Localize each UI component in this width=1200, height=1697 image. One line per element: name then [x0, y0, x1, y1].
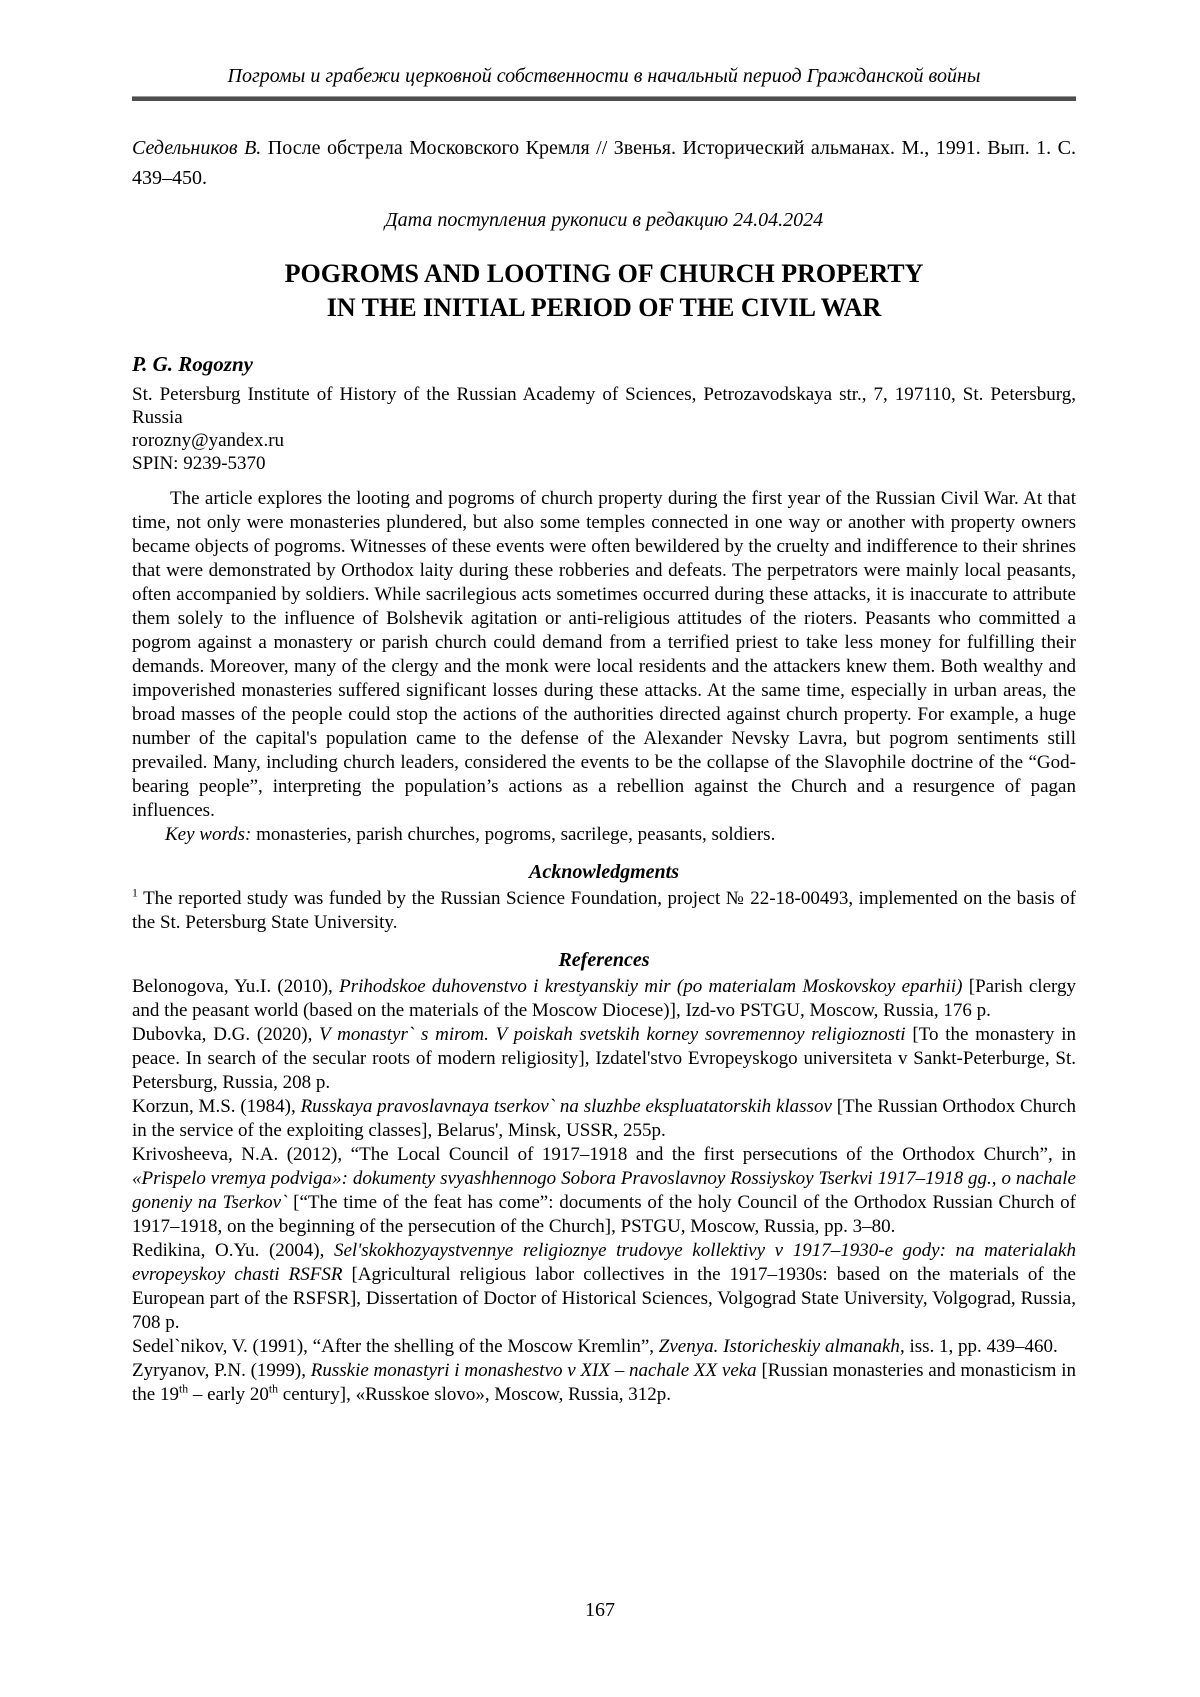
- received-date: Дата поступления рукописи в редакцию 24.04.2024: [384, 209, 824, 231]
- reference-item: Sedel`nikov, V. (1991), “After the shelling of the Moscow Kremlin”, Zvenya. Istoricheskiy almanakh, iss. 1, pp. 439–460.: [132, 1336, 1058, 1357]
- references-heading: References: [558, 949, 650, 971]
- article-title-line1: POGROMS AND LOOTING OF CHURCH PROPERTY: [284, 259, 924, 288]
- reference-item: Dubovka, D.G. (2020), V monastyr` s mirom. V poiskah svetskih korney sovremennoy religioznosti [To the monastery in peace. In search of the secular roots of modern religiosity], Izdatel'stvo Evropeyskogo universiteta v Sankt-Peterburge, St. Petersburg, Russia, 208 p.: [132, 1024, 1076, 1093]
- reference-item: Zyryanov, P.N. (1999), Russkie monastyri i monashestvo v XIX – nachale XX veka [Russian monasteries and monasticism in the 19th – early 20th century], «Russkoe slovo», Moscow, Russia, 312p.: [132, 1360, 1076, 1405]
- reference-item: Redikina, O.Yu. (2004), Sel'skokhozyaystvennye religioznye trudovye kollektivy v 1917–1930-e gody: na materialakh evropeyskoy chasti RSFSR [Agricultural religious labor collectives in the 1917–1930s: based on the materials of the European part of the RSFSR], Dissertation of Doctor of Historical Sciences, Volgograd State University, Volgograd, Russia, 708 p.: [132, 1240, 1076, 1333]
- references-list: [132, 975, 1076, 1407]
- header-rule: [132, 96, 1076, 101]
- author-spin: SPIN: 9239-5370: [132, 453, 266, 474]
- acknowledgments-note: $^1$ The reported study was funded by the Russian Science Foundation, project № 22-18-00493, implemented on the basis of the St. Petersburg State University.: [132, 886, 1076, 933]
- citation-note: Седельников В. После обстрела Московского Кремля // Звенья. Исторический альманах. М., 1991. Вып. 1. С. 439–450.: [132, 137, 1076, 189]
- reference-item: Belonogova, Yu.I. (2010), Prihodskoe duhovenstvo i krestyanskiy mir (po materialam Moskovskoy eparhii) [Parish clergy and the peasant world (based on the materials of the Moscow Diocese)], Izd-vo PSTGU, Moscow, Russia, 176 p.: [132, 976, 1076, 1021]
- article-title: [132, 257, 1076, 325]
- affiliation-address: St. Petersburg Institute of History of the Russian Academy of Sciences, Petrozavodskaya str., 7, 197110, St. Petersburg, Russia: [132, 384, 1076, 428]
- reference-item: Korzun, M.S. (1984), Russkaya pravoslavnaya tserkov` na sluzhbe ekspluatatorskih klassov [The Russian Orthodox Church in the service of the exploiting classes], Belarus', Minsk, USSR, 255p.: [132, 1096, 1076, 1141]
- reference-item: Krivosheeva, N.A. (2012), “The Local Council of 1917–1918 and the first persecutions of the Orthodox Church”, in «Prispelo vremya podviga»: dokumenty svyashhennogo Sobora Pravoslavnoy Rossiyskoy Tserkvi 1917–1918 gg., o nachale goneniy na Tserkov` [“The time of the feat has come”: documents of the holy Council of the Orthodox Russian Church of 1917–1918, on the beginning of the persecution of the Church], PSTGU, Moscow, Russia, pp. 3–80.: [132, 1144, 1076, 1237]
- author-name: P. G. Rogozny: [132, 352, 253, 376]
- page-number: 167: [585, 1599, 615, 1621]
- article-title-line2: IN THE INITIAL PERIOD OF THE CIVIL WAR: [326, 293, 882, 322]
- running-head: Погромы и грабежи церковной собственности в начальный период Гражданской войны: [227, 65, 981, 87]
- abstract-text: The article explores the looting and pogroms of church property during the first year of the Russian Civil War. At that time, not only were monasteries plundered, but also some temples connected in one way or another with property owners became objects of pogroms. Witnesses of these events were often bewildered by the cruelty and indifference to their shrines that were demonstrated by Orthodox laity during these robberies and defeats. The perpetrators were mainly local peasants, often accompanied by soldiers. While sacrilegious acts sometimes occurred during these attacks, it is inaccurate to attribute them solely to the influence of Bolshevik agitation or anti-religious attitudes of the rioters. Peasants who committed a pogrom against a monastery or parish church could demand from a terrified priest to take less money for fulfilling their demands. Moreover, many of the clergy and the monk were local residents and the attackers knew them. Both wealthy and impoverished monasteries suffered significant losses during these attacks. At the same time, especially in urban areas, the broad masses of the people could stop the actions of the authorities directed against church property. For example, a huge number of the capital's population came to the defense of the Alexander Nevsky Lavra, but pogrom sentiments still prevailed. Many, including church leaders, considered the events to be the collapse of the Slavophile doctrine of the “God-bearing people”, interpreting the population’s actions as a rebellion against the Church and a resurgence of pagan influences.: [132, 488, 1076, 821]
- author-email: rorozny@yandex.ru: [132, 430, 285, 451]
- keywords-line: Key words: monasteries, parish churches, pogroms, sacrilege, peasants, soldiers.: [165, 824, 776, 845]
- acknowledgments-heading: Acknowledgments: [528, 861, 679, 883]
